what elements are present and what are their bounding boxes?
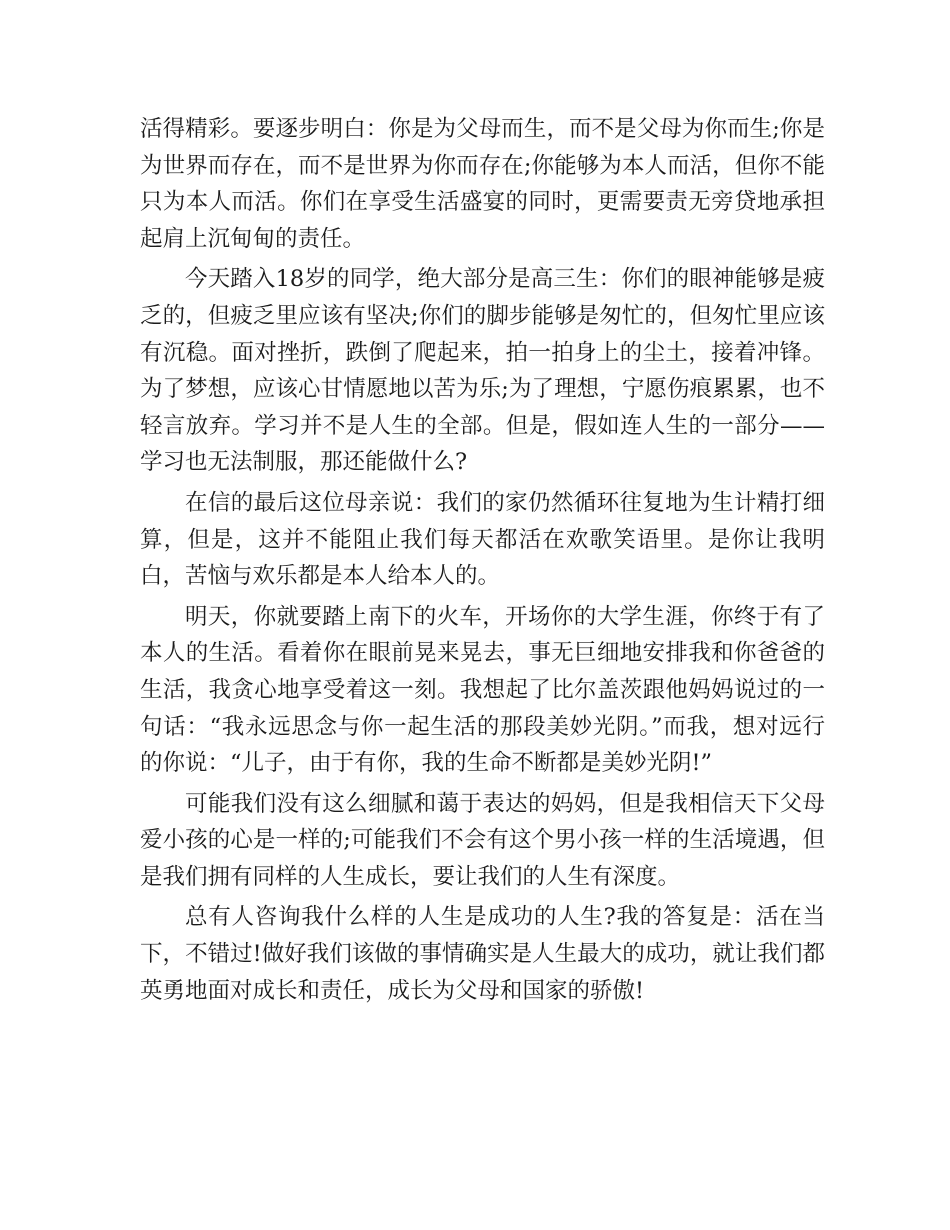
paragraph-6: 总有人咨询我什么样的人生是成功的人生?我的答复是：活在当下，不错过!做好我们该做的事情确实是人生最大的成功，就让我们都英勇地面对成长和责任，成长为父母和国家的骄傲! bbox=[140, 904, 825, 1004]
paragraph-1: 活得精彩。要逐步明白：你是为父母而生，而不是父母为你而生;你是为世界而存在，而不是世界为你而存在;你能够为本人而活，但你不能只为本人而活。你们在享受生活盛宴的同时，更需要责无旁贷地承担起肩上沉甸甸的责任。 bbox=[140, 116, 825, 252]
paragraph-3: 在信的最后这位母亲说：我们的家仍然循环往复地为生计精打细算，但是，这并不能阻止我们每天都活在欢歌笑语里。是你让我明白，苦恼与欢乐都是本人给本人的。 bbox=[140, 489, 825, 590]
paragraph-4: 明天，你就要踏上南下的火车，开场你的大学生涯，你终于有了本人的生活。看着你在眼前晃来晃去，事无巨细地安排我和你爸爸的生活，我贪心地享受着这一刻。我想起了比尔盖茨跟他妈妈说过的一句话：“我永远思念与你一起生活的那段美妙光阴。”而我，想对远行的你说：“儿子，由于有你，我的生命不断都是美妙光阴!” bbox=[140, 603, 825, 777]
paragraph-2: 今天踏入18岁的同学，绝大部分是高三生：你们的眼神能够是疲乏的，但疲乏里应该有坚决;你们的脚步能够是匆忙的，但匆忙里应该有沉稳。面对挫折，跌倒了爬起来，拍一拍身上的尘土，接着冲锋。为了梦想，应该心甘情愿地以苦为乐;为了理想，宁愿伤痕累累，也不轻言放弃。学习并不是人生的全部。但是，假如连人生的一部分——学习也无法制服，那还能做什么? bbox=[140, 266, 825, 476]
paragraph-5: 可能我们没有这么细腻和蔼于表达的妈妈，但是我相信天下父母爱小孩的心是一样的;可能我们不会有这个男小孩一样的生活境遇，但是我们拥有同样的人生成长，要让我们的人生有深度。 bbox=[140, 790, 825, 890]
document-body bbox=[140, 111, 825, 1013]
